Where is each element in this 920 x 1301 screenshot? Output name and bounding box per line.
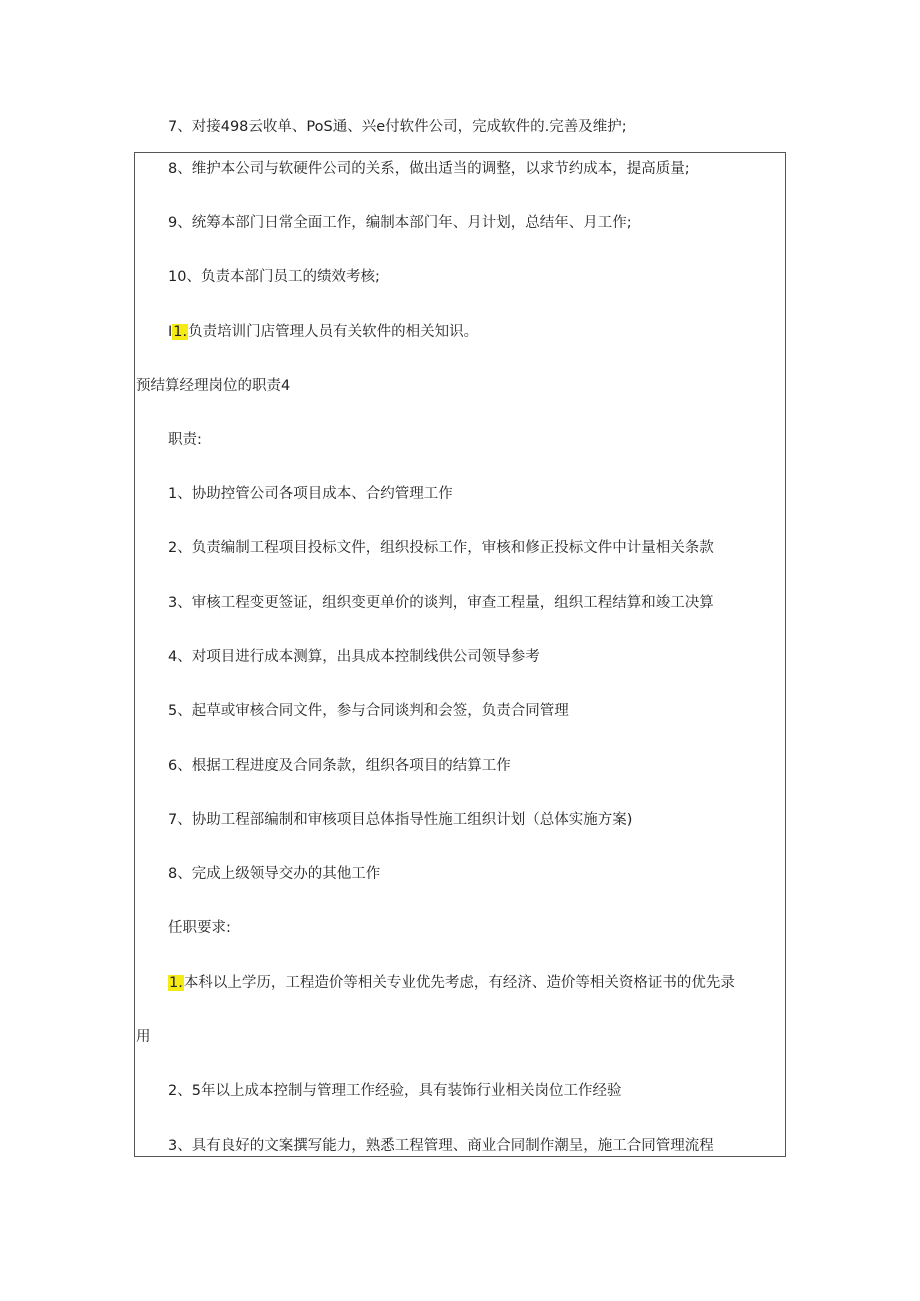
requirement-1-highlight: 1. (169, 975, 183, 991)
duty-3: 3、审核工程变更签证，组织变更单价的谈判，审查工程量，组织工程结算和竣工决算 (168, 595, 714, 611)
duty-4: 4、对项目进行成本测算，出具成本控制线供公司领导参考 (168, 649, 540, 665)
item-7-text: 7、对接498云收单、PoS通、兴e付软件公司，完成软件的.完善及维护; (168, 119, 627, 135)
item-9-text: 9、统筹本部门日常全面工作，编制本部门年、月计划，总结年、月工作; (168, 215, 632, 231)
item-11-text (168, 322, 478, 342)
duty-2: 2、负责编制工程项目投标文件，组织投标工作，审核和修正投标文件中计量相关条款 (168, 540, 714, 556)
requirement-1-wrap: 用 (136, 1029, 151, 1045)
section-title: 预结算经理岗位的职责4 (136, 378, 291, 394)
requirement-1 (168, 973, 735, 993)
item-10-text: 10、负责本部门员工的绩效考核; (168, 269, 380, 285)
requirement-2: 2、5年以上成本控制与管理工作经验，具有装饰行业相关岗位工作经验 (168, 1083, 622, 1099)
requirement-3: 3、具有良好的文案撰写能力，熟悉工程管理、商业合同制作潮呈，施工合同管理流程 (168, 1138, 714, 1154)
item-11-rest: 负责培训门店管理人员有关软件的相关知识。 (188, 324, 479, 340)
item-11-prefix: I (168, 324, 173, 340)
duties-label: 职责: (168, 432, 202, 448)
item-11-highlight: 1. (173, 324, 188, 340)
duty-5: 5、起草或审核合同文件，参与合同谈判和会签，负责合同管理 (168, 703, 569, 719)
requirements-label: 任职要求: (168, 920, 231, 936)
duty-1: 1、协助控管公司各项目成本、合约管理工作 (168, 486, 453, 502)
duty-7: 7、协助工程部编制和审核项目总体指导性施工组织计划（总体实施方案) (168, 812, 633, 828)
duty-6: 6、根据工程进度及合同条款，组织各项目的结算工作 (168, 758, 511, 774)
requirement-1-text: 本科以上学历，工程造价等相关专业优先考虑，有经济、造价等相关资格证书的优先录 (183, 975, 735, 991)
duty-8: 8、完成上级领导交办的其他工作 (168, 866, 381, 882)
item-8-text: 8、维护本公司与软硬件公司的关系，做出适当的调整，以求节约成本，提高质量; (168, 161, 690, 177)
